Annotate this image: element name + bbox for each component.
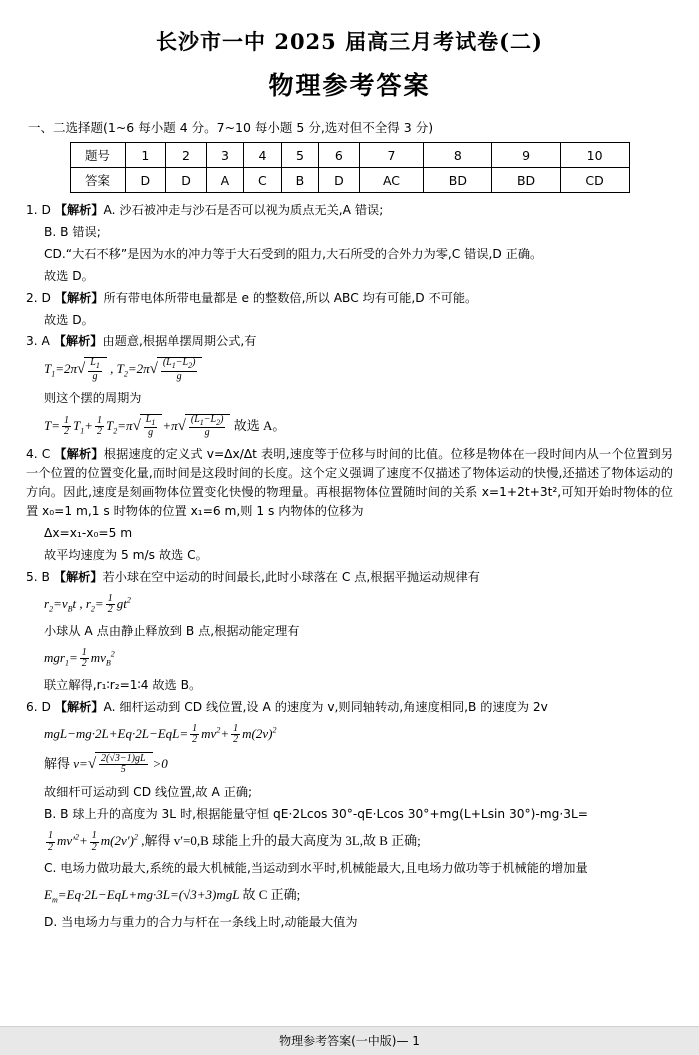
formula-3-1: $T_1=2\pi√$ $\frac{L_1}{g}$ , $T_2=2\pi√$ $\frac{(L_1-L_2)}{g}$ — [44, 357, 673, 383]
explanation-3-line-2: 则这个摆的周期为 — [44, 390, 142, 405]
cell-answer-3: A — [206, 168, 243, 193]
explanation-5-line-2: 小球从 A 点由静止释放到 B 点,根据动能定理有 — [44, 623, 300, 638]
explanation-3 — [26, 332, 673, 351]
explanation-6-line-2: 故细杆可运动到 CD 线位置,故 A 正确; — [44, 785, 253, 800]
explanation-1-line-4: 故选 D。 — [44, 268, 94, 283]
page-title: 长沙市一中 2025 届高三月考试卷(二) — [156, 29, 543, 54]
explanation-3-line-1: 由题意,根据单摆周期公式,有 — [102, 334, 257, 349]
explanation-6-line-4: C. 电场力做功最大,系统的最大机械能,当运动到水平时,机械能最大,且电场力做功等于机械能的增加量 — [44, 861, 588, 876]
explanation-3-tag: 【解析】 — [53, 334, 103, 349]
page-footer: 物理参考答案(一中版)— 1 — [0, 1026, 699, 1055]
explanation-4-no: 4. — [26, 447, 38, 462]
explanation-6-line-1: A. 细杆运动到 CD 线位置,设 A 的速度为 v,则同轴转动,角速度相同,B 的速度为 2v — [103, 699, 548, 714]
formula-5-2: mgr$_1$= $\frac{1}{2}$ $mv_B^2$ — [44, 646, 115, 670]
explanation-1-no: 1. — [26, 203, 38, 217]
cell-answer-5: B — [281, 168, 318, 193]
explanation-4 — [26, 445, 673, 521]
explanation-1-tag: 【解析】 — [54, 203, 104, 217]
explanation-2-tag: 【解析】 — [54, 290, 104, 305]
explanation-5-line-3: 联立解得,r₁∶r₂=1∶4 故选 B。 — [44, 677, 202, 692]
answer-table — [70, 142, 630, 193]
explanation-4-ans: C — [41, 447, 51, 462]
table-row-answers — [70, 168, 629, 193]
explanation-2-line-1: 所有带电体所带电量都是 e 的整数倍,所以 ABC 均有可能,D 不可能。 — [103, 290, 478, 305]
formula-6-3: $\frac{1}{2}$ $mv'^2+$ $\frac{1}{2}$ $m(2v')^2$ ,解得 v′=0,B 球能上升的最大高度为 3L,故 B 正确; — [48, 830, 421, 853]
cell-answer-1: D — [125, 168, 166, 193]
explanation-6-tag: 【解析】 — [54, 699, 104, 714]
section-heading-choice: 一、二选择题(1~6 每小题 4 分。7~10 每小题 5 分,选对但不全得 3 分) — [28, 120, 434, 135]
explanation-2-no: 2. — [26, 290, 38, 305]
explanation-4-tag: 【解析】 — [54, 447, 104, 462]
cell-answer-10: CD — [560, 168, 629, 193]
explanation-1-line-1: A. 沙石被冲走与沙石是否可以视为质点无关,A 错误; — [103, 203, 384, 217]
explanation-5-ans: B — [41, 569, 50, 584]
explanation-6 — [26, 698, 673, 717]
explanation-6-ans: D — [41, 699, 51, 714]
explanation-2-line-2: 故选 D。 — [44, 312, 94, 327]
explanation-1 — [26, 201, 673, 220]
explanation-6-line-5: D. 当电场力与重力的合力与杆在一条线上时,动能最大值为 — [44, 915, 358, 930]
row-header-answer: 答案 — [70, 168, 125, 193]
cell-number-5: 5 — [281, 143, 318, 168]
formula-6-1: mgL−mg·2L+Eq·2L−EqL= $\frac{1}{2}$ $mv^2+$ $\frac{1}{2}$ $m(2v)^2$ — [44, 722, 277, 746]
explanation-3-ans: A — [41, 334, 50, 349]
explanation-5-line-1: 若小球在空中运动的时间最长,此时小球落在 C 点,根据平抛运动规律有 — [102, 569, 480, 584]
cell-answer-8: BD — [424, 168, 492, 193]
formula-6-4: $E_m=Eq\cdot 2L-EqL+mg\cdot 3L=(√3+3)mgL$ 故 C 正确; — [44, 886, 301, 905]
formula-5-1: $r_2=v_Bt$ , $r_2=$ $\frac{1}{2}$ $gt^2$ — [44, 592, 131, 616]
explanation-4-line-2: Δx=x₁-x₀=5 m — [44, 525, 133, 540]
cell-number-9: 9 — [492, 143, 560, 168]
explanation-5-no: 5. — [26, 569, 38, 584]
cell-number-7: 7 — [359, 143, 424, 168]
explanation-2 — [26, 289, 673, 308]
row-header-number: 题号 — [70, 143, 125, 168]
cell-answer-2: D — [166, 168, 207, 193]
explanation-2-ans: D — [41, 290, 51, 305]
cell-number-2: 2 — [166, 143, 207, 168]
page-subtitle: 物理参考答案 — [268, 71, 431, 100]
explanation-1-ans: D — [41, 203, 51, 217]
cell-answer-9: BD — [492, 168, 560, 193]
explanation-6-line-3: B. B 球上升的高度为 3L 时,根据能量守恒 qE·2Lcos 30°-qE·Lcos 30°+mg(L+Lsin 30°)-mg·3L= — [44, 807, 589, 822]
explanation-4-line-1: 根据速度的定义式 v=Δx/Δt 表明,速度等于位移与时间的比值。位移是物体在一段时间内从一个位置到另一个位置的位置变化量,而时间是这段时间的长度。这个定义强调了速度不仅描述了物体运动的快慢,还描述了物体运动的方向。因此,速度是刻画物体位置变化快慢的物理量。再根据物体位置随时间的关系 x=1+2t+3t²,可知开始时物体的位置 x₀=1 m,1 s 时物体的位置 x₁=6 m,则 1 s 内物体的位移为 — [26, 447, 674, 518]
cell-number-6: 6 — [319, 143, 360, 168]
cell-answer-6: D — [319, 168, 360, 193]
cell-number-10: 10 — [560, 143, 629, 168]
explanation-1-line-2: B. B 错误; — [44, 224, 101, 239]
formula-6-2: 解得 v=√ $\frac{2(√3-1)gL}{5}$ >0 — [44, 752, 168, 776]
explanation-6-no: 6. — [26, 699, 38, 714]
explanation-5 — [26, 568, 673, 587]
formula-3-2: T= $\frac{1}{2}$ $T_1+$ $\frac{1}{2}$ $T_2=\pi√$ $\frac{L_1}{g}$ +π√ $\frac{(L_1-L_2)}{g}$ 故选 A。 — [44, 413, 286, 439]
cell-number-8: 8 — [424, 143, 492, 168]
cell-answer-7: AC — [359, 168, 424, 193]
explanation-1-line-3: CD.“大石不移”是因为水的冲力等于大石受到的阻力,大石所受的合外力为零,C 错误,D 正确。 — [44, 246, 543, 261]
table-row-numbers — [70, 143, 629, 168]
cell-number-4: 4 — [244, 143, 282, 168]
cell-answer-4: C — [244, 168, 282, 193]
explanation-4-line-3: 故平均速度为 5 m/s 故选 C。 — [44, 547, 208, 562]
cell-number-1: 1 — [125, 143, 166, 168]
cell-number-3: 3 — [206, 143, 243, 168]
explanation-5-tag: 【解析】 — [53, 569, 103, 584]
explanation-3-no: 3. — [26, 334, 38, 349]
